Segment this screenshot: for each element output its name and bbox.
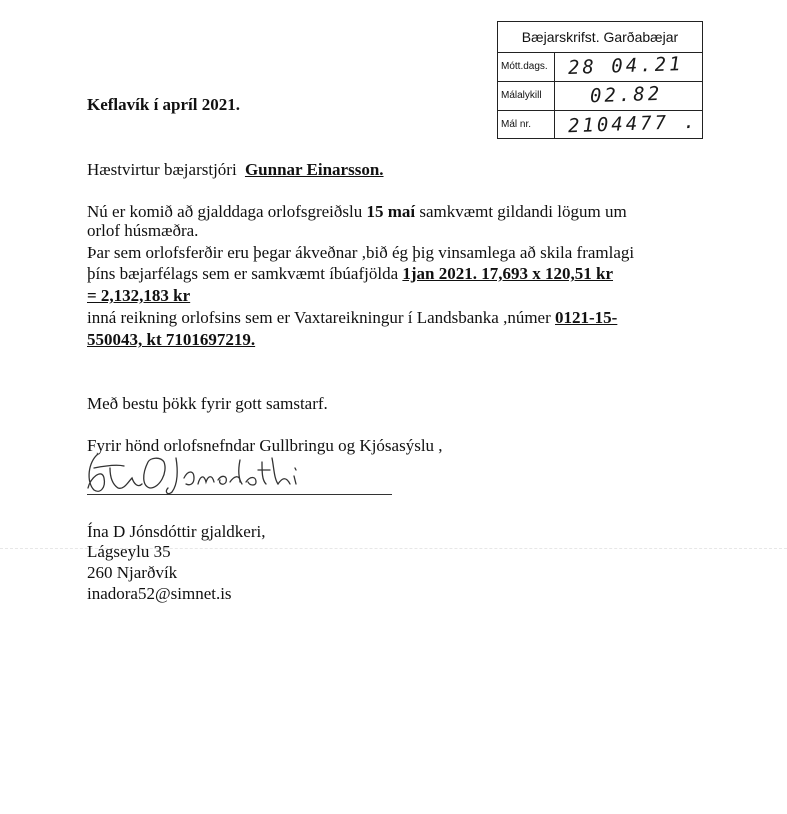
stamp-row-case (498, 111, 702, 139)
greeting (87, 160, 384, 180)
sender-street: Lágseylu 35 (87, 542, 171, 561)
text-run: samkvæmt gildandi lögum um (415, 202, 627, 221)
paragraph-2-line-2 (87, 264, 613, 283)
paragraph-2-line-4 (87, 308, 617, 327)
sender-name: Ína D Jónsdóttir gjaldkeri, (87, 522, 266, 541)
text-run: þíns bæjarfélags sem er samkvæmt íbúafjölda (87, 264, 403, 283)
sender-city: 260 Njarðvík (87, 563, 178, 582)
received-stamp (497, 21, 703, 139)
account-number-cont: 550043, kt 7101697219. (87, 330, 256, 349)
paragraph-2-line-5 (87, 330, 255, 349)
total-amount: = 2,132,183 kr (87, 286, 191, 305)
account-number: 0121-15- (555, 308, 618, 327)
stamp-label: Málalykill (498, 82, 555, 110)
recipient-name: Gunnar Einarsson. (244, 160, 384, 179)
place-date: Keflavík í apríl 2021. (87, 95, 240, 114)
paragraph-1-line-2: orlof húsmæðra. (87, 221, 199, 240)
sender-email: inadora52@simnet.is (87, 584, 232, 603)
stamp-row-date (498, 53, 702, 82)
stamp-value-handwritten: 28 04.21 (567, 52, 684, 80)
greeting-prefix: Hæstvirtur bæjarstjóri (87, 160, 237, 179)
stamp-title: Bæjarskrifst. Garðabæjar (498, 22, 702, 53)
paragraph-1-line-1 (87, 202, 627, 221)
due-date: 15 maí (366, 202, 416, 221)
stamp-row-key (498, 82, 702, 111)
paragraph-2-line-1: Þar sem orlofsferðir eru þegar ákveðnar ,bið ég þig vinsamlega að skila framlagi (87, 243, 635, 262)
paragraph-2-line-3 (87, 286, 190, 305)
calculation: 1jan 2021. 17,693 x 120,51 kr (402, 264, 614, 283)
stamp-value-handwritten: 2104477 . (567, 110, 699, 138)
text-run: inná reikning orlofsins sem er Vaxtareikningur í Landsbanka ,númer (87, 308, 556, 327)
signature (80, 448, 320, 500)
text-run: Nú er komið að gjalddaga orlofsgreiðslu (87, 202, 367, 221)
on-behalf-line: Fyrir hönd orlofsnefndar Gullbringu og Kjósasýslu , (87, 436, 443, 455)
stamp-value-handwritten: 02.82 (589, 82, 663, 108)
stamp-label: Mál nr. (498, 111, 555, 139)
stamp-label: Mótt.dags. (498, 53, 555, 81)
thanks-line: Með bestu þökk fyrir gott samstarf. (87, 394, 328, 413)
signature-line (87, 494, 392, 495)
